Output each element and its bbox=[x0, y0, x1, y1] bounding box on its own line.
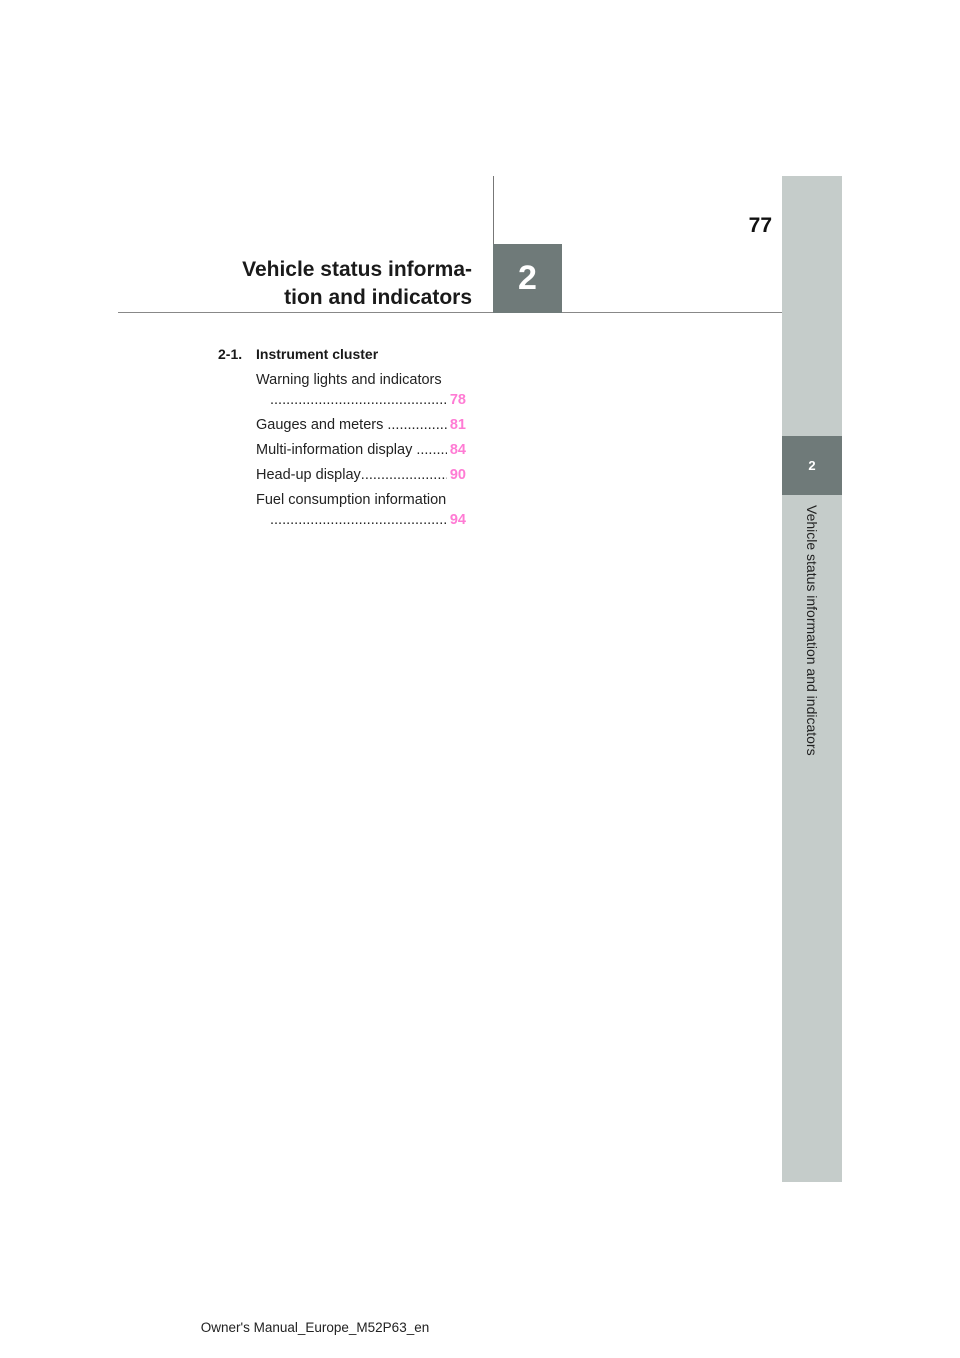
toc-item-title: Fuel consumption information bbox=[256, 492, 447, 508]
chapter-title bbox=[160, 256, 472, 312]
chapter-title-line2: tion and indicators bbox=[284, 286, 472, 309]
toc-item-warning-lights[interactable] bbox=[256, 370, 466, 410]
section-number: 2-1. bbox=[218, 346, 243, 362]
header-divider-horizontal bbox=[118, 312, 782, 313]
toc-item-title: Multi-information display bbox=[256, 442, 413, 458]
toc-page-link[interactable]: 78 bbox=[449, 392, 466, 408]
toc-leader-dots bbox=[361, 465, 447, 485]
toc-item-title: Gauges and meters bbox=[256, 417, 384, 433]
toc-leader-dots bbox=[270, 390, 447, 410]
toc-item-multi-info-display[interactable] bbox=[256, 440, 466, 460]
page-number: 77 bbox=[748, 214, 772, 237]
toc-page-link[interactable]: 81 bbox=[449, 417, 466, 433]
toc-item-fuel-consumption[interactable] bbox=[256, 490, 466, 530]
side-chapter-label: Vehicle status information and indicators bbox=[804, 505, 820, 756]
header-divider-vertical bbox=[493, 176, 494, 244]
toc-page-link[interactable]: 90 bbox=[449, 467, 466, 483]
toc-item-head-up-display[interactable] bbox=[256, 465, 466, 485]
toc-page-link[interactable]: 84 bbox=[449, 442, 466, 458]
toc-leader-dots bbox=[412, 440, 447, 460]
side-chapter-tab[interactable]: 2 bbox=[782, 436, 842, 495]
section-title: Instrument cluster bbox=[256, 346, 379, 362]
toc-leader-dots bbox=[270, 510, 447, 530]
toc-leader-dots bbox=[383, 415, 447, 435]
toc-page-link[interactable]: 94 bbox=[449, 512, 466, 528]
footer-manual-id: Owner's Manual_Europe_M52P63_en bbox=[200, 1320, 430, 1335]
chapter-title-line1: Vehicle status informa- bbox=[242, 258, 472, 281]
toc-item-title: Head-up display bbox=[256, 467, 361, 483]
chapter-number-box: 2 bbox=[493, 244, 562, 313]
toc-item-title: Warning lights and indicators bbox=[256, 372, 442, 388]
toc-item-gauges-meters[interactable] bbox=[256, 415, 466, 435]
